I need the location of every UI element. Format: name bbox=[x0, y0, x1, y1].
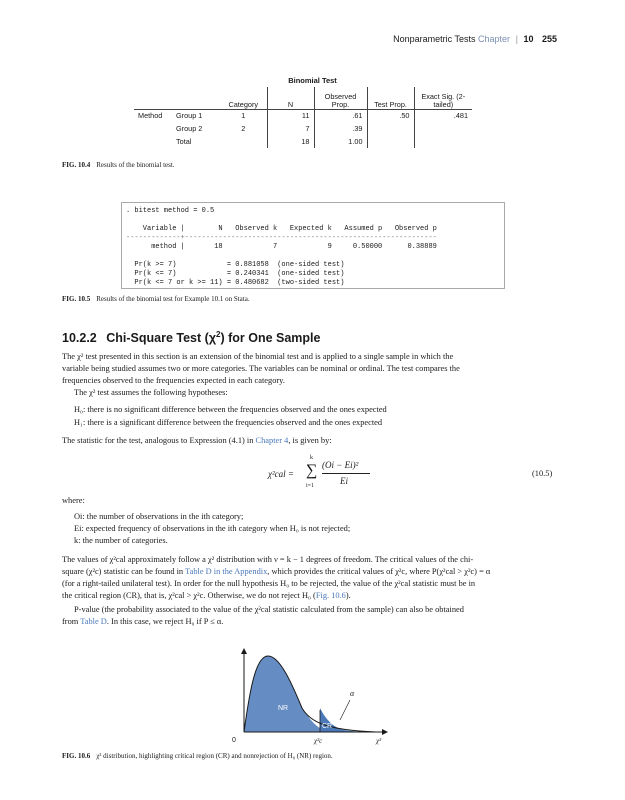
cell-observed: 1.00 bbox=[314, 135, 367, 148]
origin-label: 0 bbox=[232, 737, 236, 744]
table-d-link[interactable]: Table D bbox=[80, 617, 107, 626]
book-part: Nonparametric Tests bbox=[393, 34, 476, 44]
col-test-prop: Test Prop. bbox=[367, 87, 414, 109]
stata-prob-line: Pr(k <= 7 or k >= 11) = 0.480682 (two-sided test) bbox=[126, 279, 345, 287]
col-category: Category bbox=[228, 99, 259, 109]
alpha-pointer bbox=[340, 700, 350, 720]
para2: The statistic for the test, analogous to Expression (4.1) in Chapter 4, is given by: bbox=[62, 436, 332, 445]
cell-observed: .61 bbox=[314, 109, 367, 122]
where-k: k: the number of categories. bbox=[74, 536, 168, 545]
para3-line: the critical region (CR), that is, χ²cal > χ²c. Otherwise, we do not reject H₀ (Fig. 10.6). bbox=[62, 591, 351, 600]
row-label-total: Total bbox=[176, 137, 192, 146]
sum-upper: k bbox=[310, 455, 313, 461]
where-intro: where: bbox=[62, 496, 85, 505]
para1-line: The χ² test presented in this section is an extension of the binomial test and is applied to a single sample in which the bbox=[62, 352, 454, 361]
running-head bbox=[393, 34, 557, 44]
page-number: 255 bbox=[541, 34, 557, 44]
stata-divider: -------------+------------------------------------------------------------ bbox=[126, 234, 437, 242]
table-d-appendix-link[interactable]: Table D in the Appendix bbox=[185, 567, 268, 576]
stata-result-row: method | 18 7 9 0.50000 0.38889 bbox=[126, 243, 437, 251]
chi-square-distribution-figure bbox=[180, 648, 390, 748]
x-axis-label: χ² bbox=[376, 737, 382, 745]
binomial-table bbox=[134, 87, 472, 148]
fig-10-6-caption: FIG. 10.6 χ² distribution, highlighting critical region (CR) and nonrejection of H₀ (NR) region. bbox=[62, 752, 333, 760]
chapter-4-link[interactable]: Chapter 4 bbox=[255, 436, 289, 445]
hypothesis-h1: H₁: there is a significant difference between the frequencies observed and the ones expected bbox=[74, 418, 383, 427]
table-header-row bbox=[134, 87, 472, 109]
stata-command: . bitest method = 0.5 bbox=[126, 207, 215, 215]
section-heading: 10.2.2 Chi-Square Test $(\chi^2)$ for One Sample bbox=[62, 330, 321, 346]
y-axis-arrow bbox=[241, 648, 247, 654]
para1-line: The χ² test assumes the following hypotheses: bbox=[74, 388, 228, 397]
stata-output bbox=[121, 202, 505, 289]
cell-n: 11 bbox=[267, 109, 314, 122]
table-row bbox=[134, 109, 472, 122]
alpha-label: α bbox=[350, 689, 355, 698]
cell-n: 7 bbox=[267, 122, 314, 135]
fig-10-4-caption: FIG. 10.4 Results of the binomial test. bbox=[62, 161, 175, 169]
sum-symbol: ∑ bbox=[306, 462, 318, 479]
cell-sig: .481 bbox=[414, 109, 472, 122]
table-row bbox=[134, 135, 472, 148]
fraction-denominator: Ei bbox=[340, 476, 348, 486]
chapter-label: Chapter bbox=[478, 34, 511, 44]
cell-n: 18 bbox=[267, 135, 314, 148]
col-exact-sig: Exact Sig. (2- tailed) bbox=[414, 87, 472, 109]
col-observed-prop: Observed Prop. bbox=[314, 87, 367, 109]
table-row bbox=[134, 122, 472, 135]
equation-number: (10.5) bbox=[532, 469, 553, 478]
cell-test: .50 bbox=[367, 109, 414, 122]
binomial-table-title: Binomial Test bbox=[288, 76, 337, 85]
equation-10-5 bbox=[268, 456, 378, 496]
para3-line: square (χ²c) statistic can be found in Table D in the Appendix, which provides the critical values of χ²c, where P(χ²cal > χ²c) = α bbox=[62, 567, 491, 576]
fig-10-6-link[interactable]: Fig. 10.6 bbox=[315, 591, 346, 600]
cr-label: CR bbox=[322, 723, 333, 730]
para1-line: variable being studied assumes two or more categories. The variables can be nominal or ordinal. The test compares the bbox=[62, 364, 460, 373]
fraction-bar bbox=[322, 473, 370, 474]
fig-10-5-caption: FIG. 10.5 Results of the binomial test for Example 10.1 on Stata. bbox=[62, 295, 250, 303]
para3-line: from Table D. In this case, we reject H₀ if P ≤ α. bbox=[62, 617, 224, 626]
row-label-method: Method bbox=[134, 109, 172, 122]
critical-value-label: χ²c bbox=[314, 737, 323, 745]
row-label-group: Group 1 bbox=[172, 109, 220, 122]
para1-line: frequencies observed to the frequencies expected in each category. bbox=[62, 376, 285, 385]
stata-prob-line: Pr(k <= 7) = 0.240341 (one-sided test) bbox=[126, 270, 345, 278]
para3-line: P-value (the probability associated to the value of the χ²cal statistic calculated from the sample) can also be obtained bbox=[74, 605, 464, 614]
row-label-group: Group 2 bbox=[176, 124, 203, 133]
fraction-numerator: (Oi − Ei)² bbox=[322, 460, 359, 470]
cell-observed: .39 bbox=[314, 122, 367, 135]
sum-lower: i=1 bbox=[306, 483, 315, 489]
x-axis-arrow bbox=[382, 729, 388, 735]
equation-lhs: χ²cal = bbox=[268, 469, 294, 479]
col-n: N bbox=[267, 87, 314, 109]
cell-category: 2 bbox=[241, 124, 246, 133]
hypothesis-h0: H₀: there is no significant difference between the frequencies observed and the ones expected bbox=[74, 405, 387, 414]
chapter-number: 10 bbox=[523, 34, 534, 44]
para3-line: The values of χ²cal approximately follow a χ² distribution with ν = k − 1 degrees of freedom. The critical values of the chi- bbox=[62, 555, 474, 564]
nr-label: NR bbox=[278, 705, 289, 712]
para3-line: (for a right-tailed unilateral test). In order for the null hypothesis H₀ to be rejected, the value of the χ²cal statistic must be in bbox=[62, 579, 476, 588]
cell-category: 1 bbox=[220, 109, 267, 122]
header-separator: | bbox=[515, 34, 518, 44]
stata-prob-line: Pr(k >= 7) = 0.881058 (one-sided test) bbox=[126, 261, 345, 269]
where-o: Oi: the number of observations in the ith category; bbox=[74, 512, 244, 521]
where-e: Ei: expected frequency of observations in the ith category when H₀ is not rejected; bbox=[74, 524, 351, 533]
stata-header: Variable | N Observed k Expected k Assumed p Observed p bbox=[126, 225, 437, 233]
